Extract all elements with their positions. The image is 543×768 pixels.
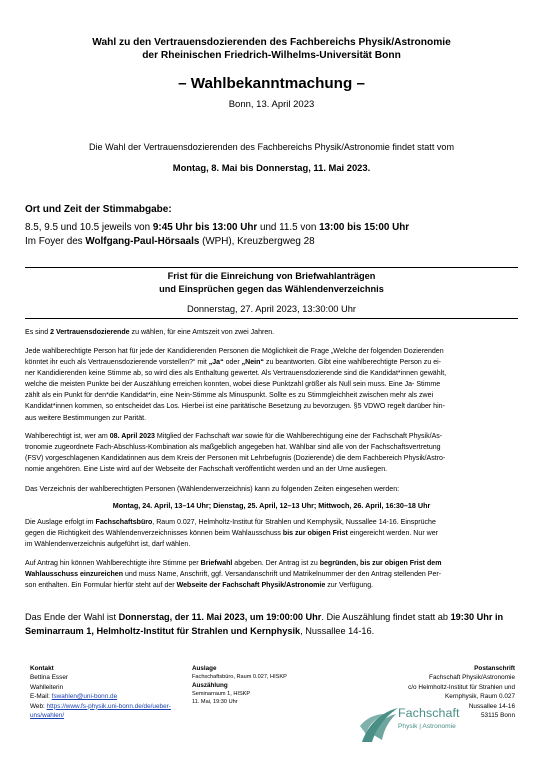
text: son enthalten. Ein Formular hierfür steht auf der bbox=[25, 582, 177, 590]
text-line: zählt als ein Punkt für den*die Kandidat*in, eine Nein-Stimme als Minuspunkt. Sollte es zu Stimmgleichheit zwischen mehr als zwei bbox=[25, 392, 434, 400]
email-label: E-Mail: bbox=[30, 693, 52, 701]
voting-times-bold: 9:45 Uhr bis 13:00 Uhr bbox=[152, 222, 258, 233]
election-heading bbox=[20, 36, 523, 62]
paragraph-inspection bbox=[25, 517, 518, 550]
document-date: Bonn, 13. April 2023 bbox=[228, 99, 315, 110]
text-bold: Wahlausschuss einzureichen bbox=[25, 571, 124, 579]
postal-line: Nussallee 14-16 bbox=[468, 702, 515, 710]
contact-name: Bettina Esser bbox=[30, 674, 69, 682]
text-bold: Briefwahl bbox=[200, 560, 233, 567]
text: eingereicht werden. Nur wer bbox=[347, 530, 438, 538]
divider-top bbox=[25, 267, 518, 268]
text-bold: 19:30 Uhr in bbox=[450, 612, 504, 622]
text-bold: 08. April 2023 bbox=[109, 433, 155, 440]
paragraph-postal-vote bbox=[25, 558, 518, 591]
text: zu wählen, für eine Amtszeit von zwei Jahren. bbox=[129, 329, 275, 336]
deadline-heading-line1: Frist für die Einreichung von Briefwahlanträgen bbox=[167, 271, 376, 281]
text-line: aus weitere Bestimmungen zur Parität. bbox=[25, 414, 147, 422]
election-heading-line1: Wahl zu den Vertrauensdozierenden des Fachbereichs Physik/Astronomie bbox=[92, 37, 451, 48]
postal-line: Kernphysik, Raum 0.027 bbox=[445, 693, 515, 701]
election-period: Montag, 8. Mai bis Donnerstag, 11. Mai 2023. bbox=[172, 162, 371, 173]
footer-contact-heading: Kontakt bbox=[30, 665, 54, 672]
text-line: tronomie zugeordnete Fach-Abschluss-Kombination als maßgeblich angegeben hat. Wählbar sind alle von der Fachschaftsvertretung bbox=[25, 444, 441, 452]
deadline-heading-line2: und Einsprüchen gegen das Wählendenverzeichnis bbox=[159, 283, 384, 294]
count-heading: Auszählung bbox=[192, 682, 228, 689]
voting-location-text: Im Foyer des bbox=[25, 236, 86, 247]
voting-location bbox=[25, 236, 315, 247]
fachschaft-logo-icon bbox=[358, 696, 468, 746]
text-line: Das Verzeichnis der wahlberechtigten Personen (Wählendenverzeichnis) kann zu folgenden Zeiten eingesehen werden: bbox=[25, 486, 400, 493]
postal-heading: Postanschrift bbox=[474, 665, 515, 672]
text-bold: Fachschaftsbüro bbox=[95, 519, 153, 526]
intro-text: Die Wahl der Vertrauensdozierenden des Fachbereichs Physik/Astronomie findet statt vom bbox=[88, 142, 455, 152]
voting-times-text: und 11.5 von bbox=[257, 222, 320, 233]
paragraph-voting-rules bbox=[25, 346, 518, 424]
text: zur Verfügung. bbox=[325, 582, 374, 590]
contact-role: Wahlleiterin bbox=[30, 683, 64, 691]
count-location: Seminarraum 1, HISKP bbox=[192, 691, 251, 697]
text-bold: Seminarraum 1, Helmholtz-Institut für Strahlen und Kernphysik bbox=[25, 626, 301, 636]
text: , Raum 0.027, Helmholtz-Institut für Strahlen und Kernphysik, Nussallee 14-16. Einsprüche bbox=[152, 519, 436, 526]
footer-display bbox=[192, 664, 332, 706]
text-bold: bis zur obigen Frist bbox=[282, 530, 348, 538]
display-heading: Auslage bbox=[192, 665, 217, 672]
text-bold: begründen, bis zur obigen Frist dem bbox=[319, 560, 442, 567]
document-title: – Wahlbekanntmachung – bbox=[178, 75, 365, 92]
voting-place-heading: Ort und Zeit der Stimmabgabe: bbox=[25, 204, 172, 215]
postal-line: Fachschaft Physik/Astronomie bbox=[429, 674, 515, 682]
text-line: im Wählendenverzeichnis aufgeführt ist, darf wählen. bbox=[25, 541, 191, 549]
display-location: Fachschaftsbüro, Raum 0.027, HISKP bbox=[192, 674, 287, 680]
text-line: Kandidat*innen kommen, so entscheidet das Los. Hierbei ist eine paritätische Besetzung zu bevorzugen. §5 VDWO regelt darüber hin- bbox=[25, 403, 445, 411]
election-heading-line2: der Rheinischen Friedrich-Wilhelms-Universität Bonn bbox=[142, 50, 401, 61]
email-link[interactable]: fswahlen@uni-bonn.de bbox=[51, 693, 118, 701]
text: Wahlberechtigt ist, wer am bbox=[25, 433, 110, 440]
deadline-heading bbox=[25, 270, 518, 295]
paragraph-register bbox=[25, 484, 518, 495]
paragraph-seats bbox=[25, 327, 518, 338]
text-line: Jede wahlberechtigte Person hat für jede der Kandidierenden Personen die Möglichkeit die Frage „Welche der folgenden Dozierenden bbox=[25, 348, 444, 355]
register-times: Montag, 24. April, 13–14 Uhr; Dienstag, 25. April, 12–13 Uhr; Mittwoch, 26. April, 16:30–18 Uhr bbox=[112, 501, 431, 510]
deadline-date: Donnerstag, 27. April 2023, 13:30:00 Uhr bbox=[186, 304, 356, 314]
postal-line: 53115 Bonn bbox=[481, 712, 515, 720]
text: Das Ende der Wahl ist bbox=[25, 612, 119, 622]
text: . Die Auszählung findet statt ab bbox=[321, 612, 451, 622]
text: , Nussallee 14-16. bbox=[300, 626, 375, 636]
voting-times bbox=[25, 222, 409, 233]
text-line: ner Kandidierenden keine Stimme ab, so wird dies als Enthaltung gewertet. Als Vertrauensdozierende sind die Kandidat*innen gewählt, bbox=[25, 370, 447, 378]
text-line: nomie angehören. Eine Liste wird auf der Webseite der Fachschaft veröffentlicht werden und an der Urne ausliegen. bbox=[25, 466, 388, 474]
logo-wordmark: Fachschaft bbox=[398, 706, 460, 720]
text-bold: Webseite der Fachschaft Physik/Astronomie bbox=[176, 582, 326, 590]
text: und muss Name, Anschrift, ggf. Versandanschrift und Matrikelnummer der den Antrag stellenden Per- bbox=[123, 571, 442, 579]
text: könntet ihr euch als Vertrauensdozierende vorstellen?“ mit bbox=[25, 359, 209, 367]
logo-subtitle: Physik | Astronomie bbox=[398, 723, 456, 730]
voting-times-text: 8.5, 9.5 und 10.5 jeweils von bbox=[25, 222, 153, 233]
count-time: 11. Mai, 19:30 Uhr bbox=[192, 699, 238, 705]
text: abgeben. Der Antrag ist zu bbox=[232, 560, 320, 567]
text-bold: Donnerstag, der 11. Mai 2023, um 19:00:00 Uhr bbox=[118, 612, 322, 622]
footer-contact bbox=[30, 664, 190, 720]
paragraph-eligibility bbox=[25, 431, 518, 475]
text-bold: 2 Vertrauensdozierende bbox=[50, 329, 130, 336]
web-label: Web: bbox=[30, 702, 47, 710]
text: Mitglied der Fachschaft war sowie für die Wahlberechtigung eine der Fachschaft Physik/As- bbox=[154, 433, 443, 440]
text-line: welche die meisten Punkte bei der Auszählung erreichen konnten, wobei diese Punktzahl größer als Null sein muss. Eine Ja- Stimme bbox=[25, 381, 441, 389]
postal-line: c/o Helmholtz-Institut für Strahlen und bbox=[408, 683, 515, 691]
voting-times-bold: 13:00 bis 15:00 Uhr bbox=[319, 222, 410, 233]
web-link[interactable]: https://www.fs-physik.uni-bonn.de/de/ueber- bbox=[46, 702, 171, 710]
voting-location-hall: Wolfgang-Paul-Hörsaals bbox=[85, 236, 200, 247]
text: Auf Antrag hin können Wahlberechtigte ihre Stimme per bbox=[25, 560, 201, 567]
divider-bottom bbox=[25, 318, 518, 319]
voting-location-text: (WPH), Kreuzbergweg 28 bbox=[199, 236, 315, 247]
paragraph-end-of-election bbox=[25, 610, 518, 638]
text: oder bbox=[223, 359, 242, 367]
text: zu beantworten. Gibt eine wahlberechtigte Person zu ei- bbox=[263, 359, 442, 367]
text: Die Auslage erfolgt im bbox=[25, 519, 96, 526]
text: gegen die Richtigkeit des Wählendenverzeichnisses können beim Wahlausschuss bbox=[25, 530, 283, 538]
text-line: (FSV) vorgeschlagenen Kandidatinnen aus dem Kreis der Personen mit Lehrbefugnis (Dozierende) die dem Fachbereich Physik/Astro- bbox=[25, 455, 446, 463]
text-bold: „Nein“ bbox=[241, 359, 264, 367]
text: Es sind bbox=[25, 329, 51, 336]
web-link-continued[interactable]: uns/wahlen/ bbox=[30, 712, 65, 720]
text-bold: „Ja“ bbox=[208, 359, 224, 367]
